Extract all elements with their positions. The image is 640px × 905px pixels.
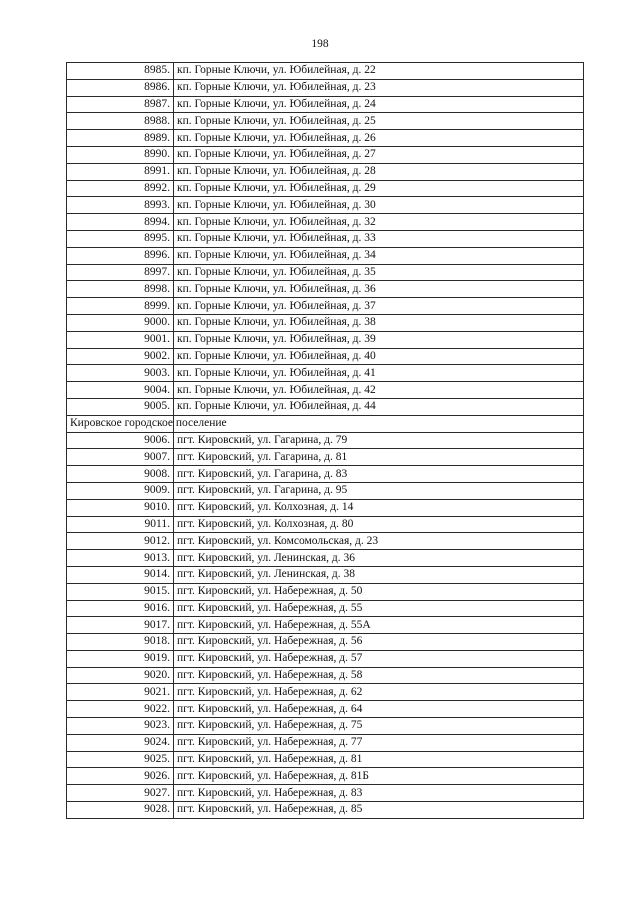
row-number: 9008. [67,466,174,483]
row-number: 9009. [67,482,174,499]
row-number: 9016. [67,600,174,617]
row-number: 8997. [67,264,174,281]
table-row [67,634,584,651]
table-row [67,247,584,264]
row-address: пгт. Кировский, ул. Гагарина, д. 95 [174,482,584,499]
row-address: пгт. Кировский, ул. Гагарина, д. 83 [174,466,584,483]
row-number: 8991. [67,163,174,180]
table-row [67,617,584,634]
row-address: пгт. Кировский, ул. Набережная, д. 77 [174,734,584,751]
row-number: 9028. [67,802,174,819]
row-address: кп. Горные Ключи, ул. Юбилейная, д. 34 [174,247,584,264]
table-row [67,163,584,180]
row-number: 8987. [67,96,174,113]
row-number: 9005. [67,398,174,415]
section-row [67,415,584,432]
row-address: кп. Горные Ключи, ул. Юбилейная, д. 38 [174,314,584,331]
table-row [67,348,584,365]
table-row [67,214,584,231]
table-row [67,667,584,684]
row-address: пгт. Кировский, ул. Набережная, д. 62 [174,684,584,701]
row-number: 9025. [67,751,174,768]
table-row [67,146,584,163]
address-table [66,62,584,819]
table-row [67,230,584,247]
table-row [67,63,584,80]
row-number: 9022. [67,701,174,718]
row-address: пгт. Кировский, ул. Набережная, д. 50 [174,583,584,600]
table-row [67,802,584,819]
row-number: 8993. [67,197,174,214]
table-row [67,382,584,399]
table-row [67,197,584,214]
row-number: 9018. [67,634,174,651]
row-address: кп. Горные Ключи, ул. Юбилейная, д. 42 [174,382,584,399]
table-row [67,180,584,197]
row-address: кп. Горные Ключи, ул. Юбилейная, д. 41 [174,365,584,382]
row-number: 9006. [67,432,174,449]
row-number: 9019. [67,650,174,667]
row-address: пгт. Кировский, ул. Набережная, д. 81Б [174,768,584,785]
table-row [67,785,584,802]
table-row [67,734,584,751]
row-address: кп. Горные Ключи, ул. Юбилейная, д. 39 [174,331,584,348]
section-empty-cell [174,415,584,432]
table-row [67,751,584,768]
row-number: 9000. [67,314,174,331]
row-number: 9014. [67,566,174,583]
table-row [67,314,584,331]
row-address: пгт. Кировский, ул. Ленинская, д. 36 [174,550,584,567]
row-number: 9010. [67,499,174,516]
table-row [67,264,584,281]
row-number: 8985. [67,63,174,80]
row-address: пгт. Кировский, ул. Набережная, д. 58 [174,667,584,684]
row-address: кп. Горные Ключи, ул. Юбилейная, д. 23 [174,79,584,96]
table-row [67,583,584,600]
table-row [67,96,584,113]
row-address: пгт. Кировский, ул. Набережная, д. 83 [174,785,584,802]
row-number: 9023. [67,718,174,735]
row-address: кп. Горные Ключи, ул. Юбилейная, д. 22 [174,63,584,80]
row-number: 9013. [67,550,174,567]
table-row [67,533,584,550]
row-address: пгт. Кировский, ул. Набережная, д. 85 [174,802,584,819]
table-row [67,449,584,466]
row-number: 8999. [67,298,174,315]
row-number: 9027. [67,785,174,802]
row-address: кп. Горные Ключи, ул. Юбилейная, д. 24 [174,96,584,113]
table-row [67,298,584,315]
row-address: кп. Горные Ключи, ул. Юбилейная, д. 36 [174,281,584,298]
row-address: кп. Горные Ключи, ул. Юбилейная, д. 35 [174,264,584,281]
row-address: кп. Горные Ключи, ул. Юбилейная, д. 40 [174,348,584,365]
row-address: кп. Горные Ключи, ул. Юбилейная, д. 28 [174,163,584,180]
row-number: 8994. [67,214,174,231]
table-row [67,550,584,567]
row-address: кп. Горные Ключи, ул. Юбилейная, д. 44 [174,398,584,415]
row-number: 8989. [67,130,174,147]
row-address: кп. Горные Ключи, ул. Юбилейная, д. 27 [174,146,584,163]
row-number: 8998. [67,281,174,298]
row-address: кп. Горные Ключи, ул. Юбилейная, д. 26 [174,130,584,147]
row-address: кп. Горные Ключи, ул. Юбилейная, д. 30 [174,197,584,214]
table-row [67,432,584,449]
table-row [67,331,584,348]
row-number: 9026. [67,768,174,785]
table-row [67,365,584,382]
table-row [67,768,584,785]
section-title: Кировское городское поселение [67,415,174,432]
table-row [67,701,584,718]
table-row [67,79,584,96]
row-number: 8986. [67,79,174,96]
row-address: пгт. Кировский, ул. Набережная, д. 81 [174,751,584,768]
table-row [67,499,584,516]
table-row [67,718,584,735]
row-address: пгт. Кировский, ул. Ленинская, д. 38 [174,566,584,583]
table-row [67,600,584,617]
row-address: пгт. Кировский, ул. Набережная, д. 64 [174,701,584,718]
row-address: кп. Горные Ключи, ул. Юбилейная, д. 33 [174,230,584,247]
row-address: пгт. Кировский, ул. Набережная, д. 56 [174,634,584,651]
table-row [67,482,584,499]
row-number: 9012. [67,533,174,550]
table-row [67,130,584,147]
row-number: 9024. [67,734,174,751]
table-row [67,516,584,533]
row-number: 8995. [67,230,174,247]
row-number: 9004. [67,382,174,399]
row-number: 9011. [67,516,174,533]
table-row [67,566,584,583]
row-address: кп. Горные Ключи, ул. Юбилейная, д. 29 [174,180,584,197]
address-table-body [67,63,584,819]
row-address: пгт. Кировский, ул. Набережная, д. 75 [174,718,584,735]
row-address: пгт. Кировский, ул. Колхозная, д. 14 [174,499,584,516]
row-number: 9015. [67,583,174,600]
row-number: 8990. [67,146,174,163]
row-number: 9021. [67,684,174,701]
row-address: кп. Горные Ключи, ул. Юбилейная, д. 37 [174,298,584,315]
row-number: 9003. [67,365,174,382]
table-row [67,113,584,130]
page-number: 198 [311,38,329,50]
row-number: 8996. [67,247,174,264]
table-row [67,650,584,667]
row-number: 9007. [67,449,174,466]
row-address: пгт. Кировский, ул. Гагарина, д. 81 [174,449,584,466]
row-address: кп. Горные Ключи, ул. Юбилейная, д. 32 [174,214,584,231]
table-row [67,398,584,415]
table-row [67,281,584,298]
row-number: 8988. [67,113,174,130]
table-row [67,684,584,701]
row-number: 9001. [67,331,174,348]
row-number: 9002. [67,348,174,365]
row-address: пгт. Кировский, ул. Набережная, д. 55А [174,617,584,634]
row-number: 9020. [67,667,174,684]
row-address: пгт. Кировский, ул. Комсомольская, д. 23 [174,533,584,550]
row-address: пгт. Кировский, ул. Колхозная, д. 80 [174,516,584,533]
row-address: пгт. Кировский, ул. Набережная, д. 57 [174,650,584,667]
row-number: 9017. [67,617,174,634]
row-number: 8992. [67,180,174,197]
row-address: пгт. Кировский, ул. Гагарина, д. 79 [174,432,584,449]
table-row [67,466,584,483]
row-address: пгт. Кировский, ул. Набережная, д. 55 [174,600,584,617]
row-address: кп. Горные Ключи, ул. Юбилейная, д. 25 [174,113,584,130]
